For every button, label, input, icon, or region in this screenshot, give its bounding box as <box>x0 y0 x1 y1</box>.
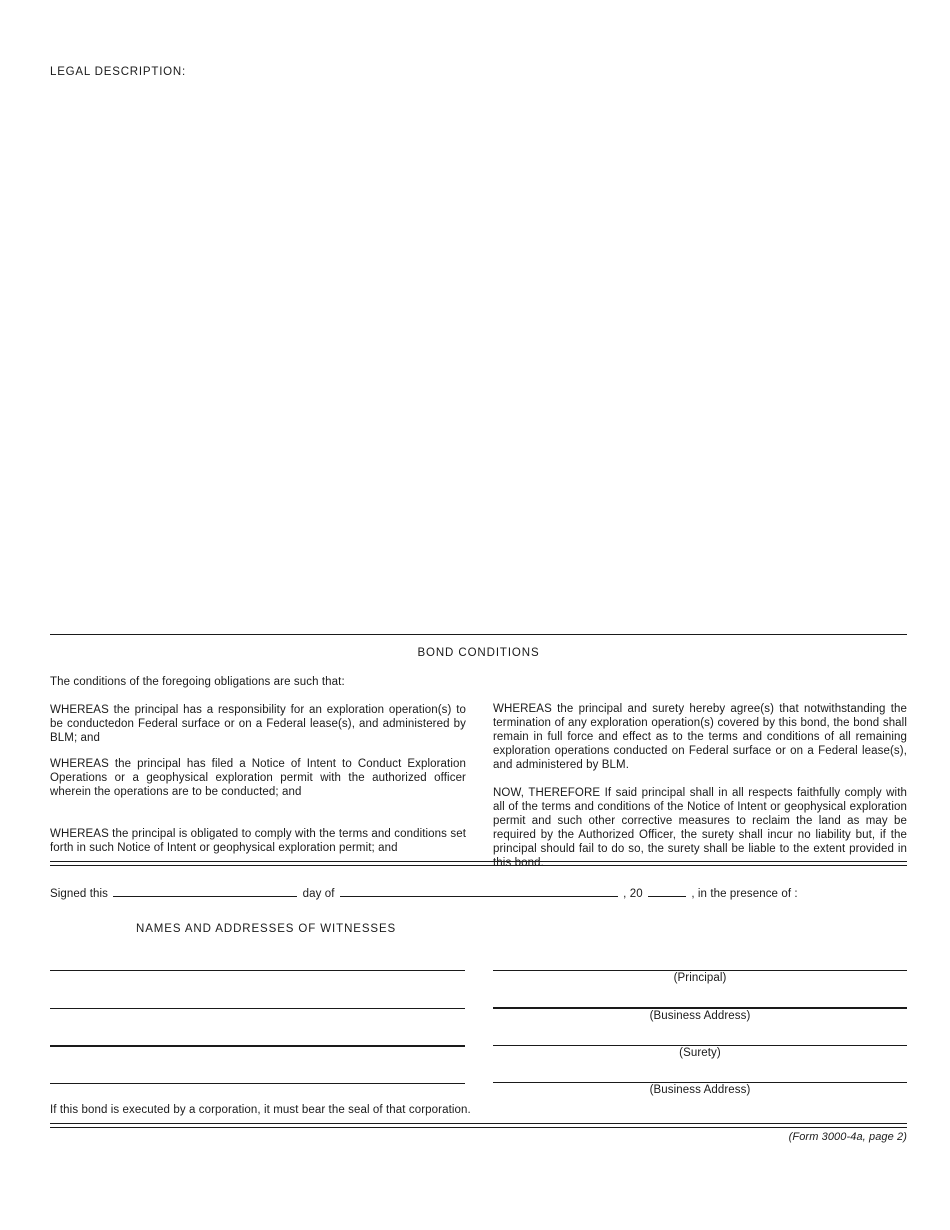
condition-left-2: WHEREAS the principal has filed a Notice of Intent to Conduct Exploration Operations or a geophysical exploration permit with the authorized officer wherein the operations are to be conducted; and <box>50 758 466 798</box>
principal-address-label: (Business Address) <box>649 1010 751 1022</box>
form-id: (Form 3000-4a, page 2) <box>788 1131 907 1143</box>
corporation-note: If this bond is executed by a corporation, it must bear the seal of that corporation. <box>50 1104 471 1116</box>
legal-description-label: LEGAL DESCRIPTION: <box>50 66 187 78</box>
witness-line-3[interactable] <box>50 1045 465 1047</box>
witnesses-heading: NAMES AND ADDRESSES OF WITNESSES <box>136 923 397 935</box>
legal-description-field[interactable] <box>50 85 907 625</box>
witness-line-1[interactable] <box>50 970 465 971</box>
presence-label: , in the presence of : <box>691 888 798 900</box>
surety-label: (Surety) <box>679 1047 721 1059</box>
condition-right-1: WHEREAS the principal and surety hereby agree(s) that notwithstanding the termination of any exploration operation(s) covered by this bond, the bond shall remain in full force and effect as to the terms and conditions of all remaining exploration operations conducted on Federal surface or on a Federal lease(s), and administered by BLM. <box>493 703 907 771</box>
principal-label: (Principal) <box>673 972 727 984</box>
divider-double-2 <box>50 1123 907 1128</box>
bond-conditions-intro: The conditions of the foregoing obligations are such that: <box>50 676 345 688</box>
witness-line-4[interactable] <box>50 1083 465 1084</box>
condition-left-1: WHEREAS the principal has a responsibility for an exploration operation(s) to be conductedon Federal surface or on a Federal lease(s), and administered by BLM; and <box>50 704 466 744</box>
signed-month-field[interactable] <box>340 884 618 897</box>
signed-day-field[interactable] <box>113 884 297 897</box>
surety-address-label: (Business Address) <box>649 1084 751 1096</box>
signature-line <box>50 884 798 901</box>
condition-left-3: WHEREAS the principal is obligated to comply with the terms and conditions set forth in such Notice of Intent or geophysical exploration permit; and <box>50 828 466 854</box>
year-prefix-label: , 20 <box>623 888 643 900</box>
divider-double-1 <box>50 861 907 866</box>
signed-this-label: Signed this <box>50 888 108 900</box>
signed-year-field[interactable] <box>648 884 686 897</box>
day-of-label: day of <box>302 888 335 900</box>
divider-top <box>50 634 907 635</box>
bond-conditions-heading: BOND CONDITIONS <box>417 647 540 659</box>
condition-right-2: NOW, THEREFORE If said principal shall in all respects faithfully comply with all of the terms and conditions of the Notice of Intent or geophysical exploration permit and such other corrective measures to reclaim the land as may be required by the Authorized Officer, the surety shall incur no liability but, if the principal should fail to do so, the surety shall be liable to the extent provided in this bond. <box>493 787 907 869</box>
witness-line-2[interactable] <box>50 1008 465 1009</box>
